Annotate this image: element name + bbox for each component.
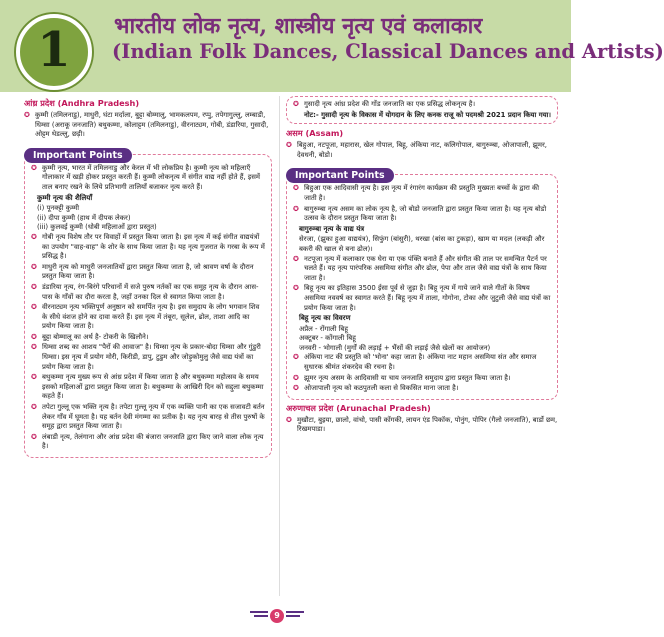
important-points-block [286, 163, 558, 399]
chapter-number-badge [16, 14, 92, 90]
chapter-title-english: (Indian Folk Dances, Classical Dances and Artists) [112, 40, 664, 63]
arunachal-dance-list: ✪ मुखौटा, बुइया, छालो, वांचो, पासी कोंगकी, लायन एंड पिकॉक, पोनुंग, पोपिर (गैलो जनजाति), बार्डो छम, रिखमपाडा। [286, 416, 558, 435]
point-item: ✪ बागुरुम्बा नृत्य असम का लोक नृत्य है, जो बोडो जनजाति द्वारा प्रस्तुत किया जाता है। यह नृत्य बोडो उत्सव के दौरान प्रस्तुत किया जाता है। [293, 205, 551, 224]
point-item: ✪ धिम्सा शब्द का आशय "पैरों की आवाज" है। धिम्सा नृत्य के प्रकार-बोदा धिम्सा और गुंडुरी धिम्सा। इस नृत्य में प्रयोग मोरी, किरीडी, डापु, टुडुम और जोड़ुकोमुलु जैसे वाद्य यंत्रों का प्रयोग किया जाता है। [31, 343, 265, 372]
left-column [24, 96, 272, 458]
bagurumba-heading: बागुरुम्बा नृत्य के वाद्य यंत्र [299, 224, 365, 233]
assam-dance-list: ✪ बिहुआ, नटपूजा, महारास, खेल गोपाल, बिहू, अंकिया नाट, कलिगोपाल, बागुरुम्बा, ओजापाली, झूमर, देवधनी, बोडो। [286, 141, 558, 160]
important-points-box [24, 154, 272, 458]
point-item: ✪ डंडारिया नृत्य, रंग-बिरंगे परिधानों में सजे पुरुष नर्तकों का एक समूह नृत्य के दौरान आस-पास के गाँवों का दौरा करता है, जहाँ उनका दिल से स्वागत किया जाता है। [31, 283, 265, 302]
kummi-style-item: (i) पूनक्ट्टी कुम्मी [37, 204, 80, 213]
point-item: ✪ बिहुआ एक आदिवासी नृत्य है। इस नृत्य में रंगारंग कार्यक्रम की प्रस्तुति मुख्यतः बच्चों के द्वारा की जाती है। [293, 184, 551, 203]
important-points-block [24, 143, 272, 458]
point-item: ✪ तपेटा गुल्लू एक भक्ति नृत्य है। तपेटा गुल्लू नृत्य में एक व्यक्ति पानी का एक सजावटी बर्तन लेकर गाँव में घूमता है। यह बर्तन देवी मंगम्मा का प्रतीक है। यह नृत्य बारह से तीस पुरुषों के समूह द्वारा प्रस्तुत किया जाता है। [31, 403, 265, 432]
bihu-item: अक्टूबर - कोंगाली बिहू [299, 334, 356, 343]
point-item: ✪ बथुकम्मा नृत्य मुख्य रूप से आंध्र प्रदेश में किया जाता है और बथुकम्मा महोत्सव के समय इसको महिलाओं द्वारा प्रस्तुत किया जाता है। बथुकम्मा के आखिरी दिन को सद्दुला बथुकम्मा कहते हैं। [31, 373, 265, 402]
important-points-box [286, 174, 558, 399]
bihu-item: जनवरी - भोगाली (मुर्गों की लड़ाई + भैंसों की लड़ाई जैसे खेलों का आयोजन) [299, 343, 491, 352]
right-column [286, 96, 558, 436]
point-item: ✪ झूमर नृत्य असम के आदिवासी या चाय जनजाति समुदाय द्वारा प्रस्तुत किया जाता है। [293, 374, 551, 384]
point-item: ✪ गुसादी नृत्य आंध्र प्रदेश की गोंड जनजाति का एक प्रसिद्ध लोकनृत्य है। [293, 100, 551, 110]
section-heading-assam: असम (Assam) [286, 128, 344, 139]
andhra-dance-list: ✪ कुम्मी (तमिलनाडु), माधुरी, घंटा मर्दाला, बुट्टा बोम्मालु, भामकलपम, रप्पु, तपेगागुल्लु, लम्बाडी, धिम्सा (अराकू जनजाति) बथुकम्मा, कोलाट्टम (तमिलनाडु), वीरनाट्यम, गोबी, डंडारिया, गुसादी, ओट्टम थेडल्लु, छड़ी। [24, 111, 272, 140]
footer-wing-icon [286, 611, 304, 613]
section-heading-arunachal: अरुणाचल प्रदेश (Arunachal Pradesh) [286, 402, 431, 413]
bihu-item: अप्रैल - रोंगाली बिहू [299, 324, 349, 333]
kummi-styles-heading: कुम्मी नृत्य की शैलियाँ [37, 193, 93, 202]
bihu-heading: बिहू नृत्य का विवरण [299, 314, 351, 323]
point-item: ✪ अंकिया नाट की प्रस्तुति को 'भोना' कहा जाता है। अंकिया नाट महान असमिया संत और समाज सुधारक श्रीमंत शंकरदेव की रचना है। [293, 353, 551, 372]
footer-wing-icon [254, 615, 268, 617]
footer-wing-icon [286, 615, 300, 617]
column-divider [279, 96, 280, 596]
point-item: ✪ नटपूजा नृत्य में कलाकार एक घेरा या एक पंक्ति बनाते हैं और संगीत की ताल पर समन्वित पैटर्न पर चलते हैं। यह नृत्य पारंपरिक असमिया संगीत और ढोल, पेपा और ताल जैसे वाद्य यंत्रों के साथ किया जाता है। [293, 255, 551, 284]
chapter-title-hindi: भारतीय लोक नृत्य, शास्त्रीय नृत्य एवं कलाकार [114, 13, 483, 39]
point-item: ✪ माधुरी नृत्य को माधुरी जनजातियों द्वारा प्रस्तुत किया जाता है, जो श्रावण वर्षा के दौरान प्रस्तुत किया जाता है। [31, 263, 265, 282]
bagurumba-instruments: सेरजा, (झुका हुआ वाद्ययंत्र), सिफुंग (बांसुरी), थरखा (बांस का टुकड़ा), खाम या मदल (लकड़ी और बकरी की खाल से बना ढोल)। [299, 235, 545, 253]
important-points-tag: Important Points [24, 148, 132, 163]
section-heading-andhra: आंध्र प्रदेश (Andhra Pradesh) [24, 98, 140, 108]
footer-wing-icon [250, 611, 268, 613]
kummi-style-item: (iii) कुलवई कुम्मी (धोबी महिलाओं द्वारा प्रस्तुत) [37, 223, 157, 232]
point-item: ✪ कुम्मी नृत्य, भारत में तमिलनाडु और केरल में भी लोकप्रिय है। कुम्मी नृत्य को महिलाएँ गोलाकार में खड़ी होकर प्रस्तुत करती हैं। कुम्मी लोकनृत्य में संगीत वाद्य नहीं होते हैं, इसमें ताल बनाए रखने के लिये प्रतिभागी तालियाँ बजाकर नृत्य करते हैं। [31, 164, 265, 193]
point-item: ✪ वीरनाट्यम नृत्य भक्तिपूर्ण अनुष्ठान को समर्पित नृत्य है। इस समुदाय के लोग भगवान शिव के सीधे वंशज होने का दावा करते हैं। इस नृत्य में तंबूरा, सूलेल, ढोल, ताशा आदि का प्रयोग किया जाता है। [31, 303, 265, 332]
note-text: नोट:- गुसादी नृत्य के विकास में योगदान के लिए कनक राजू को पदमश्री 2021 प्रदान किया गया। [304, 110, 551, 119]
page-number: 9 [270, 609, 284, 623]
point-item: ✪ बिहू नृत्य का इतिहास 3500 ईसा पूर्व से जुड़ा है। बिहू नृत्य में गाये जाने वाले गीतों के विषय असमिया नववर्ष का स्वागत करते हैं। बिहू नृत्य में ताला, गोगोना, टोका और जुटुली जैसे वाद्य यंत्रों का प्रयोग किया जाता है। [293, 284, 551, 313]
gusadi-box [286, 96, 558, 124]
point-item: ✪ लंबाडी नृत्य, तेलंगाना और आंध्र प्रदेश की बंजारा जनजाति द्वारा किए जाने वाला लोक नृत्य है। [31, 433, 265, 452]
point-item: ✪ गोबी नृत्य विशेष तौर पर विवाहों में प्रस्तुत किया जाता है। इस नृत्य में कई संगीत वाद्ययंत्रों का उपयोग "वाह-वाह" के शोर के साथ किया जाता है। यह नृत्य गुजरात के गरबा के रूप में प्रसिद्ध है। [31, 233, 265, 262]
chapter-number: 1 [37, 22, 71, 78]
important-points-tag: Important Points [286, 168, 394, 183]
kummi-style-item: (ii) दीपा कुम्मी (हाथ में दीपक लेकर) [37, 213, 131, 222]
chapter-header [0, 0, 664, 92]
point-item: ✪ ओजापाली नृत्य को कठपुतली कला से विकसित माना जाता है। [293, 384, 551, 394]
point-item: ✪ बुट्टा बोम्मालू का अर्थ है- टोकरी के खिलौने। [31, 333, 265, 343]
